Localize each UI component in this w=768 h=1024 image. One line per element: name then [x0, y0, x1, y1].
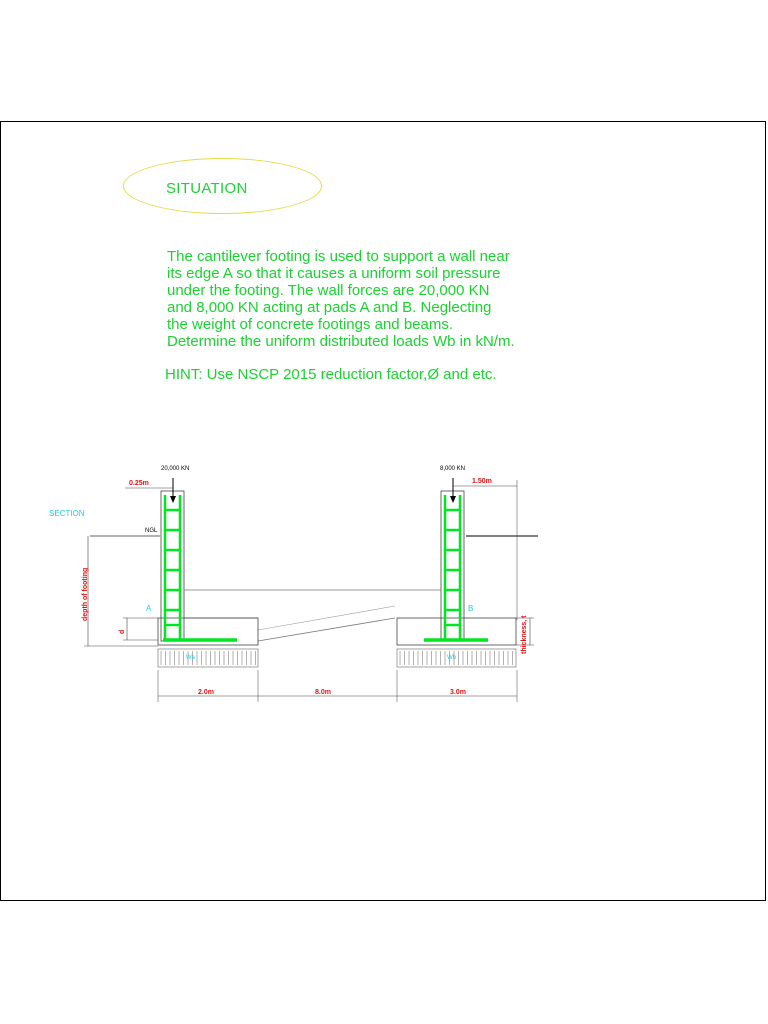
offset-b-label: 1.50m — [472, 478, 492, 485]
dim-right-label: 3.0m — [450, 689, 466, 696]
d-label: d — [119, 629, 126, 634]
soil-pressure-a — [158, 649, 258, 667]
dim-middle-label: 8.0m — [315, 689, 331, 696]
problem-line: The cantilever footing is used to support a wall near — [167, 248, 510, 265]
pad-b-label: B — [468, 604, 474, 613]
problem-line: the weight of concrete footings and beams. — [167, 316, 454, 333]
load-a-label: 20,000 KN — [161, 466, 190, 472]
situation-title: SITUATION — [166, 180, 248, 197]
soil-pressure-b — [397, 649, 516, 667]
soil-hatch-b — [400, 651, 513, 665]
problem-line: and 8,000 KN acting at pads A and B. Neglecting — [167, 299, 492, 316]
problem-line: Determine the uniform distributed loads Wb in kN/m. — [167, 333, 515, 350]
strap-beam-taper-top — [258, 606, 395, 630]
ngl-label: NGL — [145, 528, 158, 534]
hint-text: HINT: Use NSCP 2015 reduction factor,Ø and etc. — [165, 366, 497, 383]
dim-left-label: 2.0m — [198, 689, 214, 696]
wa-label: Wa — [186, 655, 195, 661]
offset-a-label: 0.25m — [129, 480, 149, 487]
strap-beam-taper-bottom — [258, 618, 395, 641]
problem-line: under the footing. The wall forces are 20,000 KN — [167, 282, 490, 299]
load-b-label: 8,000 KN — [440, 466, 466, 472]
wb-label: Wb — [447, 655, 456, 661]
soil-hatch-a — [161, 651, 256, 665]
pad-a-label: A — [146, 604, 152, 613]
depth-of-footing-label: depth of footing — [82, 567, 89, 621]
section-label: SECTION — [49, 509, 85, 518]
problem-line: its edge A so that it causes a uniform soil pressure — [167, 265, 501, 282]
thickness-label: thickness, t — [521, 615, 528, 654]
